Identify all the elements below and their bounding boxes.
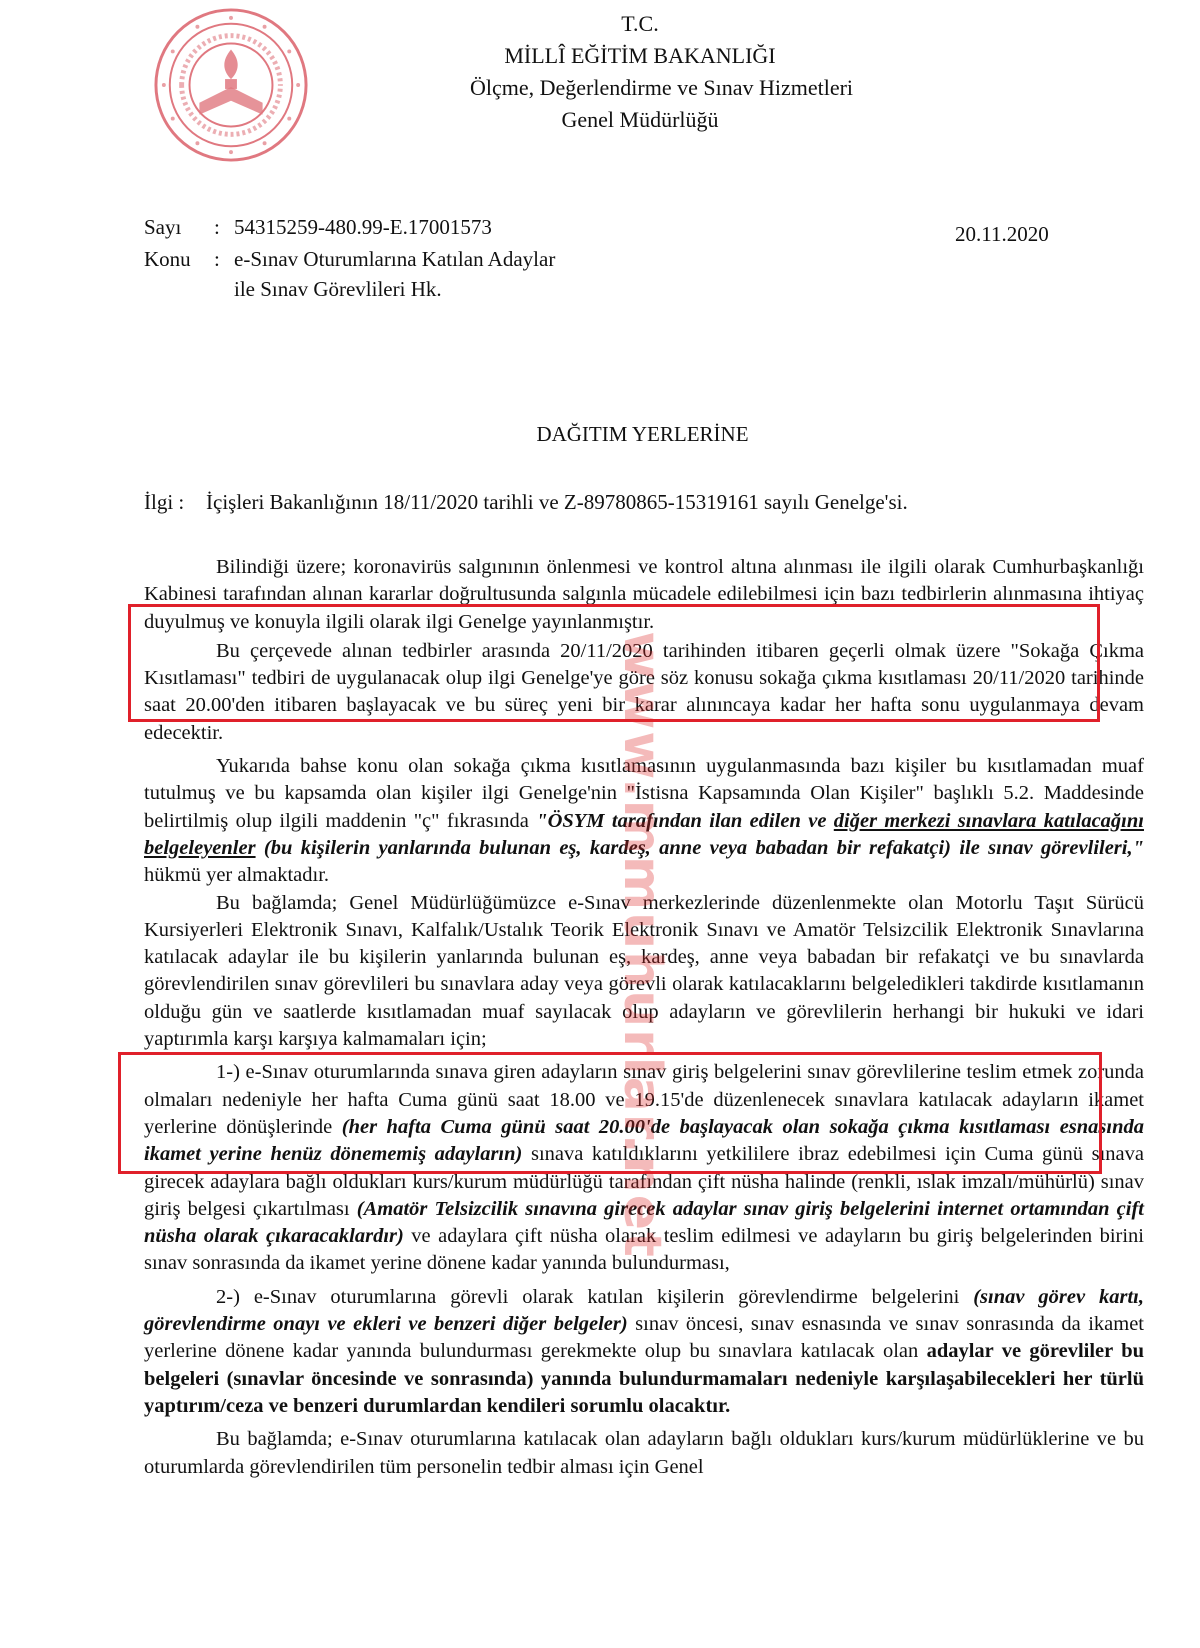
header-line-directorate: Genel Müdürlüğü [561, 107, 719, 132]
item-1-emphasis: (her hafta Cuma günü saat 20.00'de başlayacak olan sokağa çıkma kısıtlaması esnasında ikamet yerine henüz dönememiş adayların) [144, 1115, 1144, 1166]
header-line-tc: T.C. [621, 11, 659, 36]
quoted-provision-end: (bu kişilerin yanlarında bulunan eş, kardeş, anne veya babadan bir refakatçi) ile sınav görevlileri," [255, 836, 1144, 859]
paragraph-2: Bu çerçevede alınan tedbirler arasında 20/11/2020 tarihinden itibaren geçerli olmak üzere "Sokağa Çıkma Kısıtlaması" tedbiri de uygulanacak olup ilgi Genelge'ye göre söz konusu sokağa çıkma kısıtlaması 20/11/2020 tarihinde saat 20.00'den itibaren başlayacak ve bu süreç yeni bir karar alınıncaya kadar her hafta sonu uygulanmaya devam edecektir. [144, 639, 1144, 744]
letterhead [470, 8, 854, 136]
document-date: 20.11.2020 [955, 222, 1049, 246]
ministry-seal-icon [152, 6, 310, 164]
sayi-row: Sayı : 54315259-480.99-E.17001573 [144, 212, 492, 242]
header-line-department: Ölçme, Değerlendirme ve Sınav Hizmetleri [470, 75, 854, 100]
paragraph-3 [144, 753, 1144, 889]
highlight-box-item-1 [118, 1052, 1102, 1174]
paragraph-3-text: Yukarıda bahse konu olan sokağa çıkma kısıtlamasının uygulanmasında bazı kişiler bu kısıtlamadan muaf tutulmuş ve bu kapsamda olan kişiler ilgi Genelge'nin "İstisna Kapsamında Olan Kişiler" başlıklı 5.2. Maddesinde belirtilmiş olup ilgili maddenin "ç" fıkrasında [144, 755, 1144, 832]
header-line-ministry: MİLLÎ EĞİTİM BAKANLIĞI [504, 43, 776, 68]
item-1-continued: sınava katıldıklarını yetkililere ibraz edebilmesi için Cuma günü sınava girecek adaylara bağlı oldukları kurs/kurum müdürlüğü tarafından çift nüsha halinde (renkli, ıslak imzalı/mühürlü) sınav giriş belgesi çıkartılması [144, 1143, 1144, 1220]
konu-row: Konu : e-Sınav Oturumlarına Katılan Adaylar ile Sınav Görevlileri Hk. [144, 244, 555, 304]
sayi-value: 54315259-480.99-E.17001573 [234, 215, 492, 239]
reference-line [144, 490, 908, 515]
konu-line-1: e-Sınav Oturumlarına Katılan Adaylar [234, 247, 556, 271]
paragraph-6 [144, 1284, 1144, 1420]
highlight-box-curfew [128, 604, 1100, 722]
item-2-text: 2-) e-Sınav oturumlarına görevli olarak katılan kişilerin görevlendirme belgelerini [216, 1285, 974, 1308]
item-1-closing: ve adaylara çift nüsha olarak teslim edilmesi ve adayların bu giriş belgelerinden birini sınav sonrasında da ikamet yerine dönene kadar yanında bulundurması, [144, 1225, 1145, 1275]
item-2-documents: (sınav görev kartı, görevlendirme onayı ve ekleri ve benzeri diğer belgeler) [144, 1285, 1144, 1336]
paragraph-4: Bu bağlamda; Genel Müdürlüğümüzce e-Sınav merkezlerinde düzenlenmekte olan Motorlu Taşıt Sürücü Kursiyerleri Elektronik Sınavı, Kalfalık/Ustalık Teorik Elektronik Sınavı ve Amatör Telsizcilik Elektronik Sınavlarına katılacak adaylar ile bu kişilerin yanlarında bulunan eş, kardeş, anne veya babadan bir refakatçi ve bu sınavlarda görevlendirilen sınav görevlileri bu sınavlara aday veya görevli olarak katılacaklarını belgeledikleri takdirde kısıtlamanın olduğu gün ve saatlerde kısıtlamadan muaf sayılacak olup adayların ve görevlilerin herhangi bir hukuki ve idari yaptırımla karşı karşıya kalmamaları için; [144, 891, 1144, 1051]
watermark-text: www.mmuhurlar.net [612, 631, 672, 1259]
sayi-label: Sayı [144, 215, 182, 239]
paragraph-1: Bilindiği üzere; koronavirüs salgınının önlenmesi ve kontrol altına alınması ile ilgili olarak Cumhurbaşkanlığı Kabinesi tarafından alınan kararlar doğrultusunda salgınla mücadele edilebilmesi için bazı tedbirlerin alınmasına ihtiyaç duyulmuş ve konuyla ilgili olarak ilgi Genelge yayınlanmıştır. [144, 556, 1144, 633]
reference-label: İlgi : [144, 490, 185, 514]
item-2-responsibility: adaylar ve görevliler bu belgeleri (sınavlar öncesinde ve sonrasında) yanında bulundurmamaları nedeniyle karşılaşabilecekleri her türlü yaptırım/ceza ve benzeri durumlardan kendileri sorumlu olacaktır. [144, 1340, 1144, 1417]
paragraph-7: Bu bağlamda; e-Sınav oturumlarına katılacak olan adayların bağlı oldukları kurs/kurum müdürlüklerine ve bu oturumlarda görevlendirilen tüm personelin tedbir alması için Genel [144, 1428, 1144, 1478]
item-1-amateur-note: (Amatör Telsizcilik sınavına girecek adaylar sınav giriş belgelerini internet ortamından çift nüsha olarak çıkaracaklardır) [144, 1197, 1144, 1248]
konu-line-2: ile Sınav Görevlileri Hk. [234, 277, 442, 301]
quoted-provision-start: "ÖSYM tarafından ilan edilen ve [536, 809, 834, 832]
item-1-text: 1-) e-Sınav oturumlarında sınava giren adayların sınav giriş belgelerini sınav görevlilerine teslim etmek zorunda olmaları nedeniyle her hafta Cuma günü saat 18.00 ve 19.15'de düzenlenecek sınavlara katılacak adayların ikamet yerlerine dönüşlerinde [144, 1061, 1144, 1138]
quoted-provision-underlined: diğer merkezi sınavlara katılacağını belgeleyenler [144, 809, 1144, 859]
paragraph-3-closing: hükmü yer almaktadır. [144, 864, 330, 887]
item-2-continued: sınav öncesi, sınav esnasında ve sınav sonrasında da ikamet yerlerine dönene kadar yanında bulundurması gerekmekte olup bu sınavlara katılacak olan [144, 1313, 1145, 1363]
reference-text: İçişleri Bakanlığının 18/11/2020 tarihli ve Z-89780865-15319161 sayılı Genelge'si. [206, 490, 908, 514]
konu-label: Konu [144, 247, 191, 271]
distribution-heading: DAĞITIM YERLERİNE [536, 422, 749, 446]
